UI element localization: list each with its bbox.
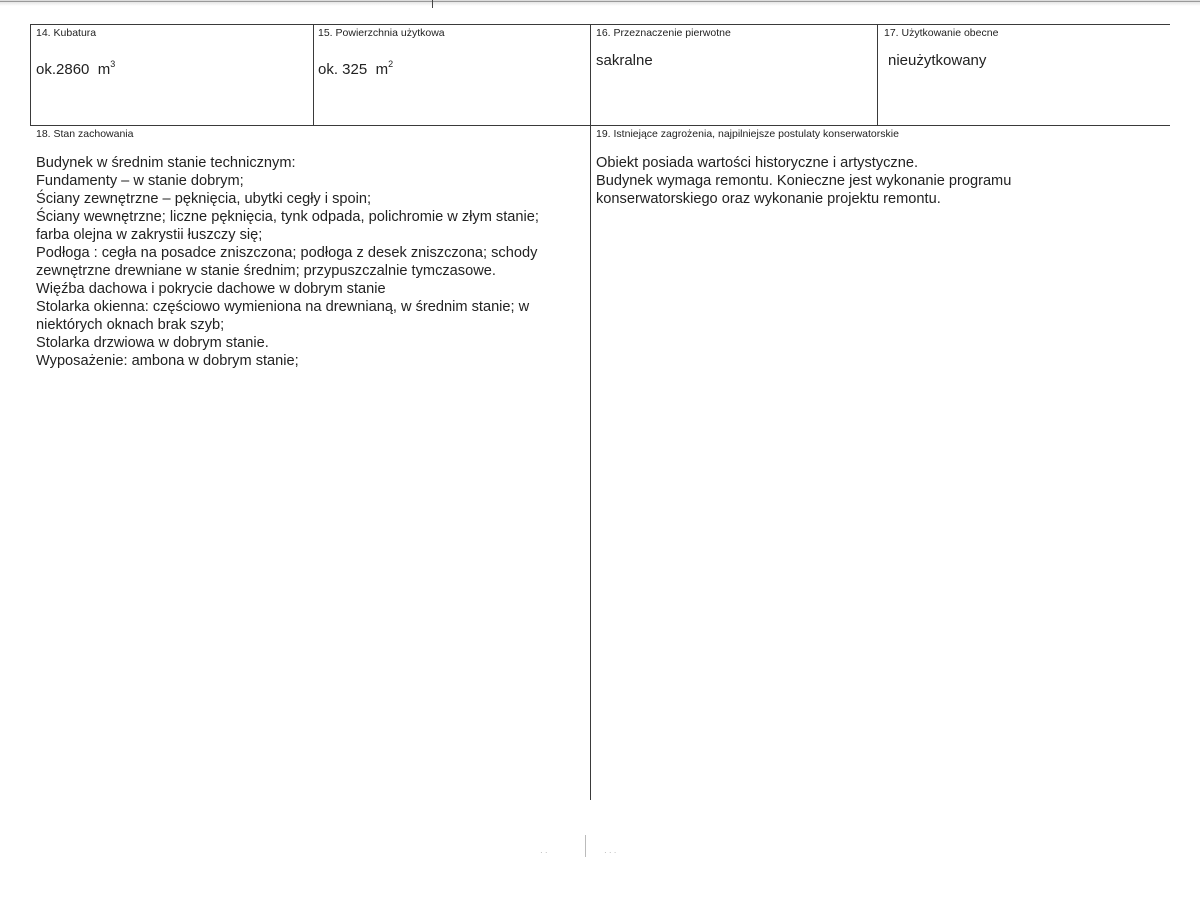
col-divider-15-16 [590,24,591,800]
field-18-line: niektórych oknach brak szyb; [36,317,225,333]
scan-top-edge [0,0,1200,6]
field-15-unit: m [375,61,389,78]
field-14-value [36,61,115,78]
field-19-line: Budynek wymaga remontu. Konieczne jest wykonanie programu [596,173,1012,189]
field-17-label: 17. Użytkowanie obecne [884,27,999,39]
field-14-label: 14. Kubatura [36,27,97,39]
form-top-border [30,24,1170,25]
field-18-label: 18. Stan zachowania [36,128,134,140]
field-16-label: 16. Przeznaczenie pierwotne [596,27,731,39]
field-18-line: Stolarka okienna: częściowo wymieniona na drewnianą, w średnim stanie; w [36,299,530,315]
field-19-text [596,154,1011,208]
field-18-line: Podłoga : cegła na posadce zniszczona; podłoga z desek zniszczona; schody [36,245,538,261]
field-19-label: 19. Istniejące zagrożenia, najpilniejsze postulaty konserwatorskie [596,128,899,140]
field-14-exponent: 3 [110,59,116,69]
col-divider-16-17 [877,24,878,126]
field-18-line: Budynek w średnim stanie technicznym: [36,155,296,171]
field-15-value [318,61,393,78]
field-15-number: ok. 325 [318,61,368,78]
field-18-line: Ściany zewnętrzne – pęknięcia, ubytki cegły i spoin; [36,191,372,207]
field-18-line: Wyposażenie: ambona w dobrym stanie; [36,353,299,369]
field-18-line: farba olejna w zakrystii łuszczy się; [36,227,263,243]
field-14-unit: m [97,61,111,78]
form-left-border [30,24,31,126]
field-19-line: konserwatorskiego oraz wykonanie projektu remontu. [596,191,941,207]
scan-artifact: · · · [604,848,617,857]
scan-top-mark [432,0,433,8]
field-18-line: Stolarka drzwiowa w dobrym stanie. [36,335,269,351]
field-18-line: Fundamenty – w stanie dobrym; [36,173,244,189]
form-row-divider [30,125,1170,126]
field-17-value: nieużytkowany [888,52,987,69]
field-15-exponent: 2 [388,59,394,69]
field-18-line: Ściany wewnętrzne; liczne pęknięcia, tynk odpada, polichromie w złym stanie; [36,209,539,225]
field-16-value: sakralne [596,52,653,69]
field-18-text [36,154,539,370]
col-divider-14-15 [313,24,314,126]
field-15-label: 15. Powierzchnia użytkowa [318,27,445,39]
scan-artifact: · · [540,848,548,857]
field-18-line: Więźba dachowa i pokrycie dachowe w dobrym stanie [36,281,386,297]
field-18-line: zewnętrzne drewniane w stanie średnim; przypuszczalnie tymczasowe. [36,263,496,279]
scan-artifact-mark [585,835,586,857]
field-19-line: Obiekt posiada wartości historyczne i artystyczne. [596,155,919,171]
field-14-number: ok.2860 [36,61,90,78]
